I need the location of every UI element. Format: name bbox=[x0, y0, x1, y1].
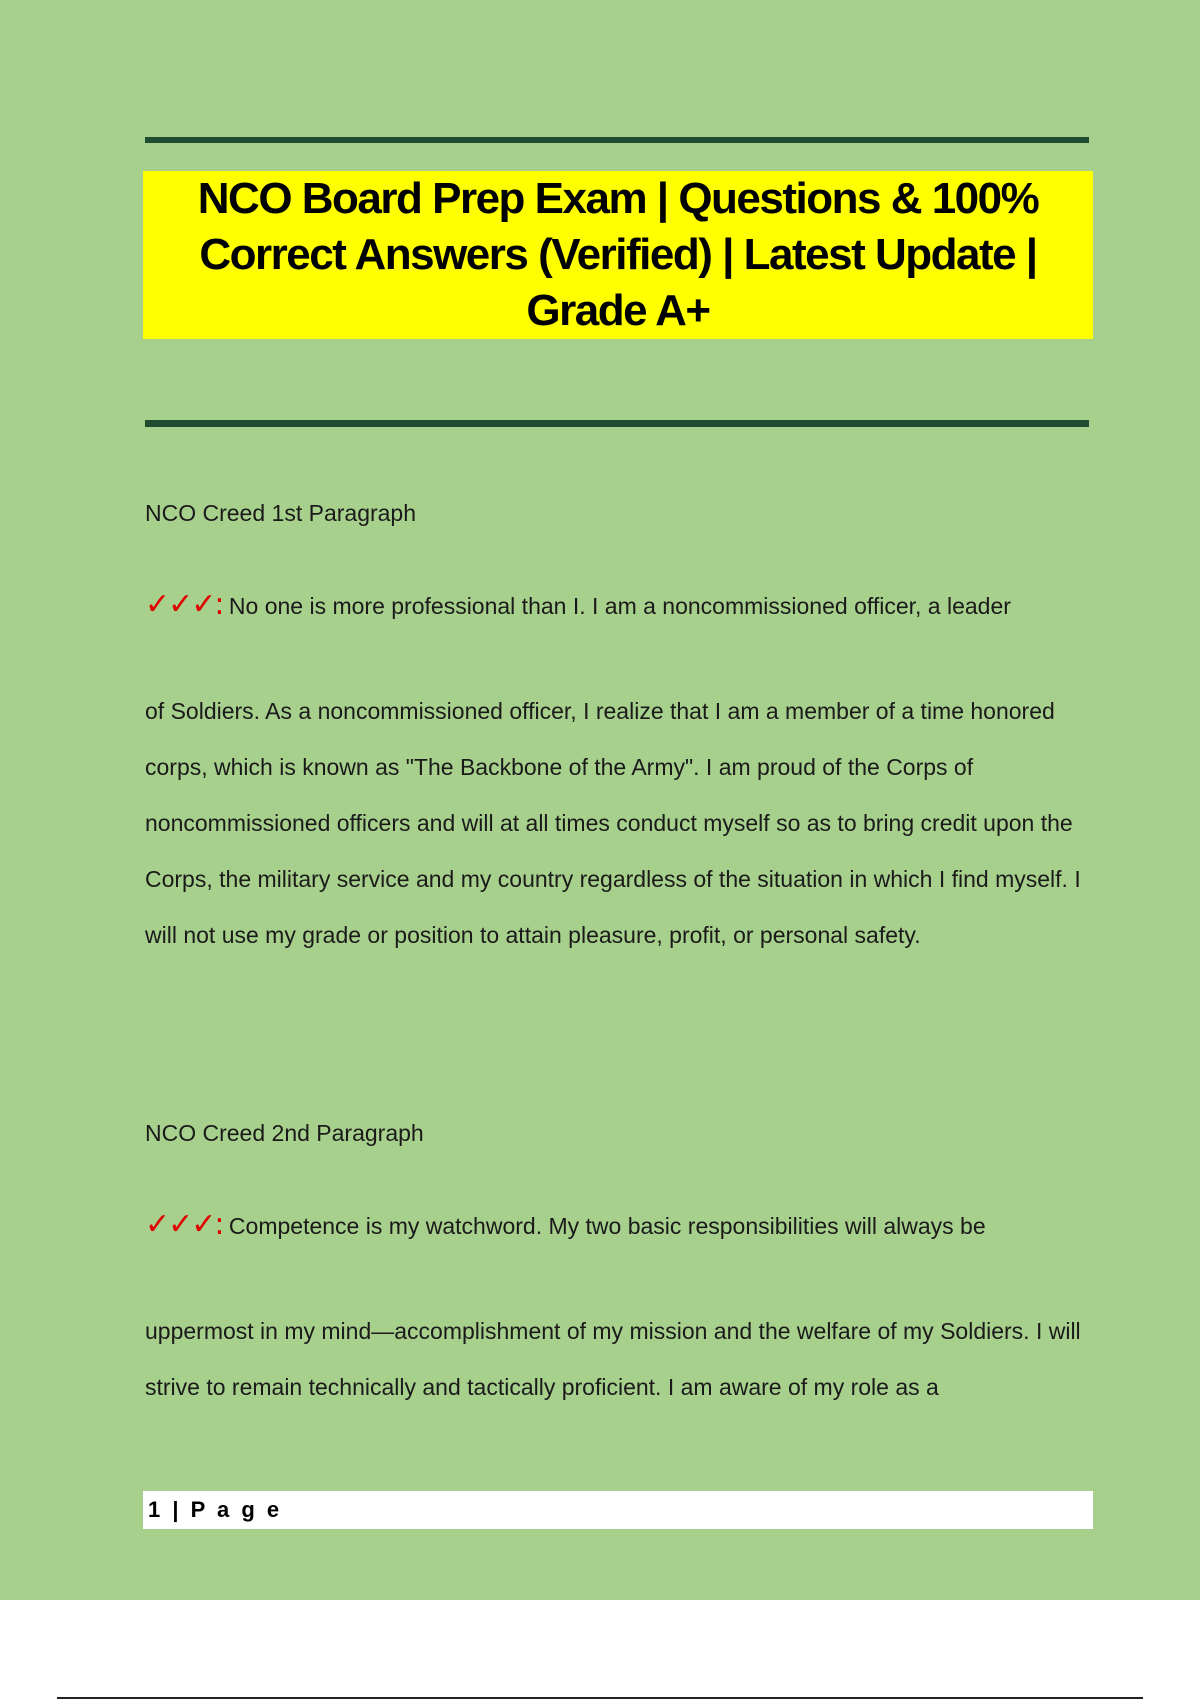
answer-continuation: uppermost in my mind—accomplishment of my mission and the welfare of my Soldiers. I will strive to remain technically and tactically proficient. I am aware of my role as a bbox=[145, 1318, 1081, 1400]
title-highlight bbox=[143, 171, 1093, 339]
answer-continuation: of Soldiers. As a noncommissioned officer, I realize that I am a member of a time honored corps, which is known as "The Backbone of the Army". I am proud of the Corps of noncommissioned officers and will at all times conduct myself so as to bring credit upon the Corps, the military service and my country regardless of the situation in which I find myself. I will not use my grade or position to attain pleasure, profit, or personal safety. bbox=[145, 698, 1081, 948]
question-heading: NCO Creed 1st Paragraph bbox=[145, 500, 417, 526]
document-title: NCO Board Prep Exam | Questions & 100% Correct Answers (Verified) | Latest Update | Grade A+ bbox=[197, 174, 1039, 335]
page-footer bbox=[143, 1491, 1093, 1529]
question-heading: NCO Creed 2nd Paragraph bbox=[145, 1120, 424, 1146]
next-page-edge bbox=[57, 1697, 1143, 1699]
answer-first-line bbox=[145, 587, 1095, 622]
check-marks-icon: ✓✓✓: bbox=[145, 1207, 223, 1242]
top-divider bbox=[145, 137, 1089, 143]
answer-text: No one is more professional than I. I am a noncommissioned officer, a leader bbox=[228, 593, 1011, 619]
page-number: 1 | P a g e bbox=[148, 1497, 283, 1522]
check-marks-icon: ✓✓✓: bbox=[145, 587, 223, 622]
bottom-divider bbox=[145, 420, 1089, 427]
answer-text: Competence is my watchword. My two basic responsibilities will always be bbox=[228, 1213, 986, 1239]
answer-first-line bbox=[145, 1207, 1095, 1242]
